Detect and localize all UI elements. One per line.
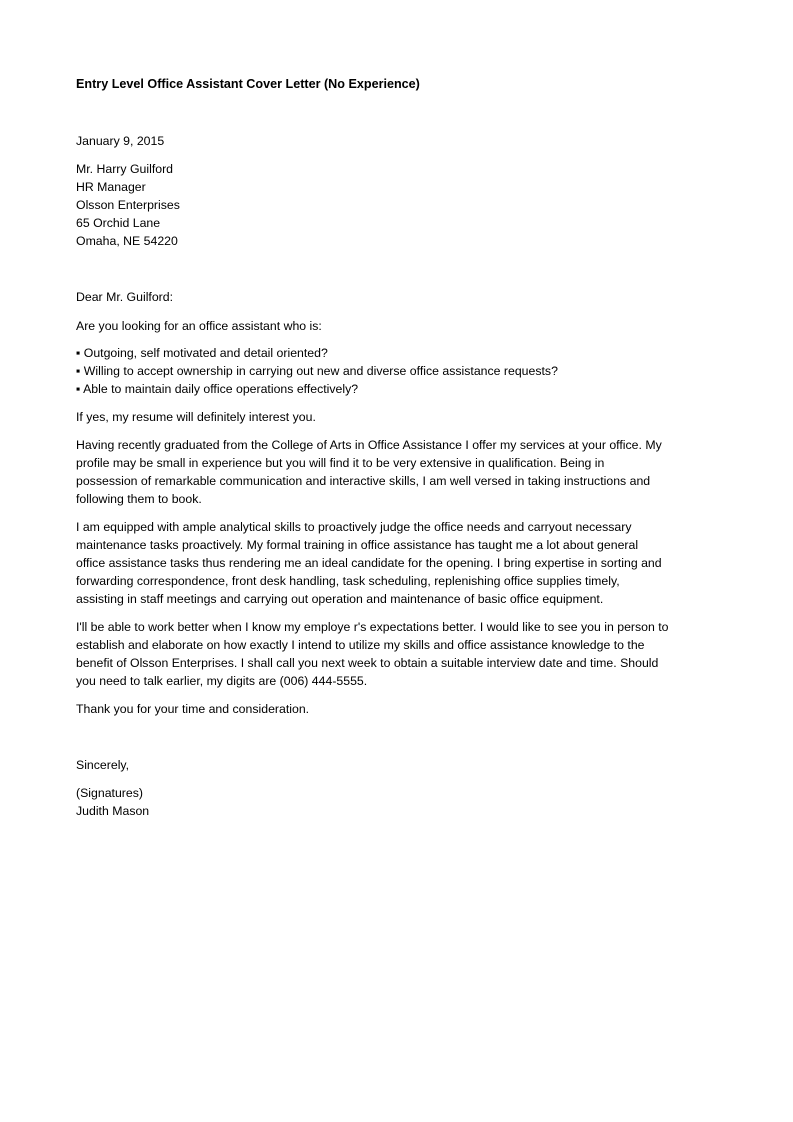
paragraph-line: I'll be able to work better when I know my employe r's expectations better. I would like to see you in person to bbox=[76, 620, 669, 634]
intro-question: Are you looking for an office assistant who is: bbox=[76, 319, 322, 333]
bullet-list bbox=[76, 344, 558, 398]
paragraph-2 bbox=[76, 518, 662, 608]
paragraph-line: benefit of Olsson Enterprises. I shall call you next week to obtain a suitable interview date and time. Should bbox=[76, 656, 659, 670]
sender-name: Judith Mason bbox=[76, 804, 150, 818]
paragraph-line: maintenance tasks proactively. My formal training in office assistance has taught me a lot about general bbox=[76, 538, 639, 552]
salutation: Dear Mr. Guilford: bbox=[76, 290, 174, 304]
recipient-street: 65 Orchid Lane bbox=[76, 216, 161, 230]
recipient-address bbox=[76, 160, 180, 250]
paragraph-line: establish and elaborate on how exactly I intend to utilize my skills and office assistance knowledge to the bbox=[76, 638, 645, 652]
hook-line: If yes, my resume will definitely interest you. bbox=[76, 410, 316, 424]
signature-placeholder: (Signatures) bbox=[76, 786, 143, 800]
recipient-position: HR Manager bbox=[76, 180, 146, 194]
bullet-item: ▪ Able to maintain daily office operations effectively? bbox=[76, 382, 359, 396]
paragraph-3 bbox=[76, 618, 669, 690]
document-title: Entry Level Office Assistant Cover Letter (No Experience) bbox=[76, 77, 420, 91]
recipient-company: Olsson Enterprises bbox=[76, 198, 180, 212]
signature-block bbox=[76, 784, 149, 820]
closing: Sincerely, bbox=[76, 758, 130, 772]
recipient-name: Mr. Harry Guilford bbox=[76, 162, 174, 176]
paragraph-line: Having recently graduated from the College of Arts in Office Assistance I offer my services at your office. My bbox=[76, 438, 662, 452]
paragraph-line: assisting in staff meetings and carrying out operation and maintenance of basic office equipment. bbox=[76, 592, 604, 606]
bullet-item: ▪ Outgoing, self motivated and detail oriented? bbox=[76, 346, 328, 360]
paragraph-line: following them to book. bbox=[76, 492, 202, 506]
letter-date: January 9, 2015 bbox=[76, 134, 165, 148]
paragraph-line: profile may be small in experience but you will find it to be very extensive in qualification. Being in bbox=[76, 456, 605, 470]
recipient-city: Omaha, NE 54220 bbox=[76, 234, 178, 248]
paragraph-1 bbox=[76, 436, 662, 508]
paragraph-line: forwarding correspondence, front desk handling, task scheduling, replenishing office supplies timely, bbox=[76, 574, 620, 588]
bullet-item: ▪ Willing to accept ownership in carrying out new and diverse office assistance requests? bbox=[76, 364, 558, 378]
paragraph-line: you need to talk earlier, my digits are (006) 444-5555. bbox=[76, 674, 368, 688]
paragraph-line: I am equipped with ample analytical skills to proactively judge the office needs and carryout necessary bbox=[76, 520, 632, 534]
thanks-line: Thank you for your time and consideration. bbox=[76, 702, 310, 716]
paragraph-line: possession of remarkable communication and interactive skills, I am well versed in taking instructions and bbox=[76, 474, 651, 488]
paragraph-line: office assistance tasks thus rendering me an ideal candidate for the opening. I bring expertise in sorting and bbox=[76, 556, 662, 570]
